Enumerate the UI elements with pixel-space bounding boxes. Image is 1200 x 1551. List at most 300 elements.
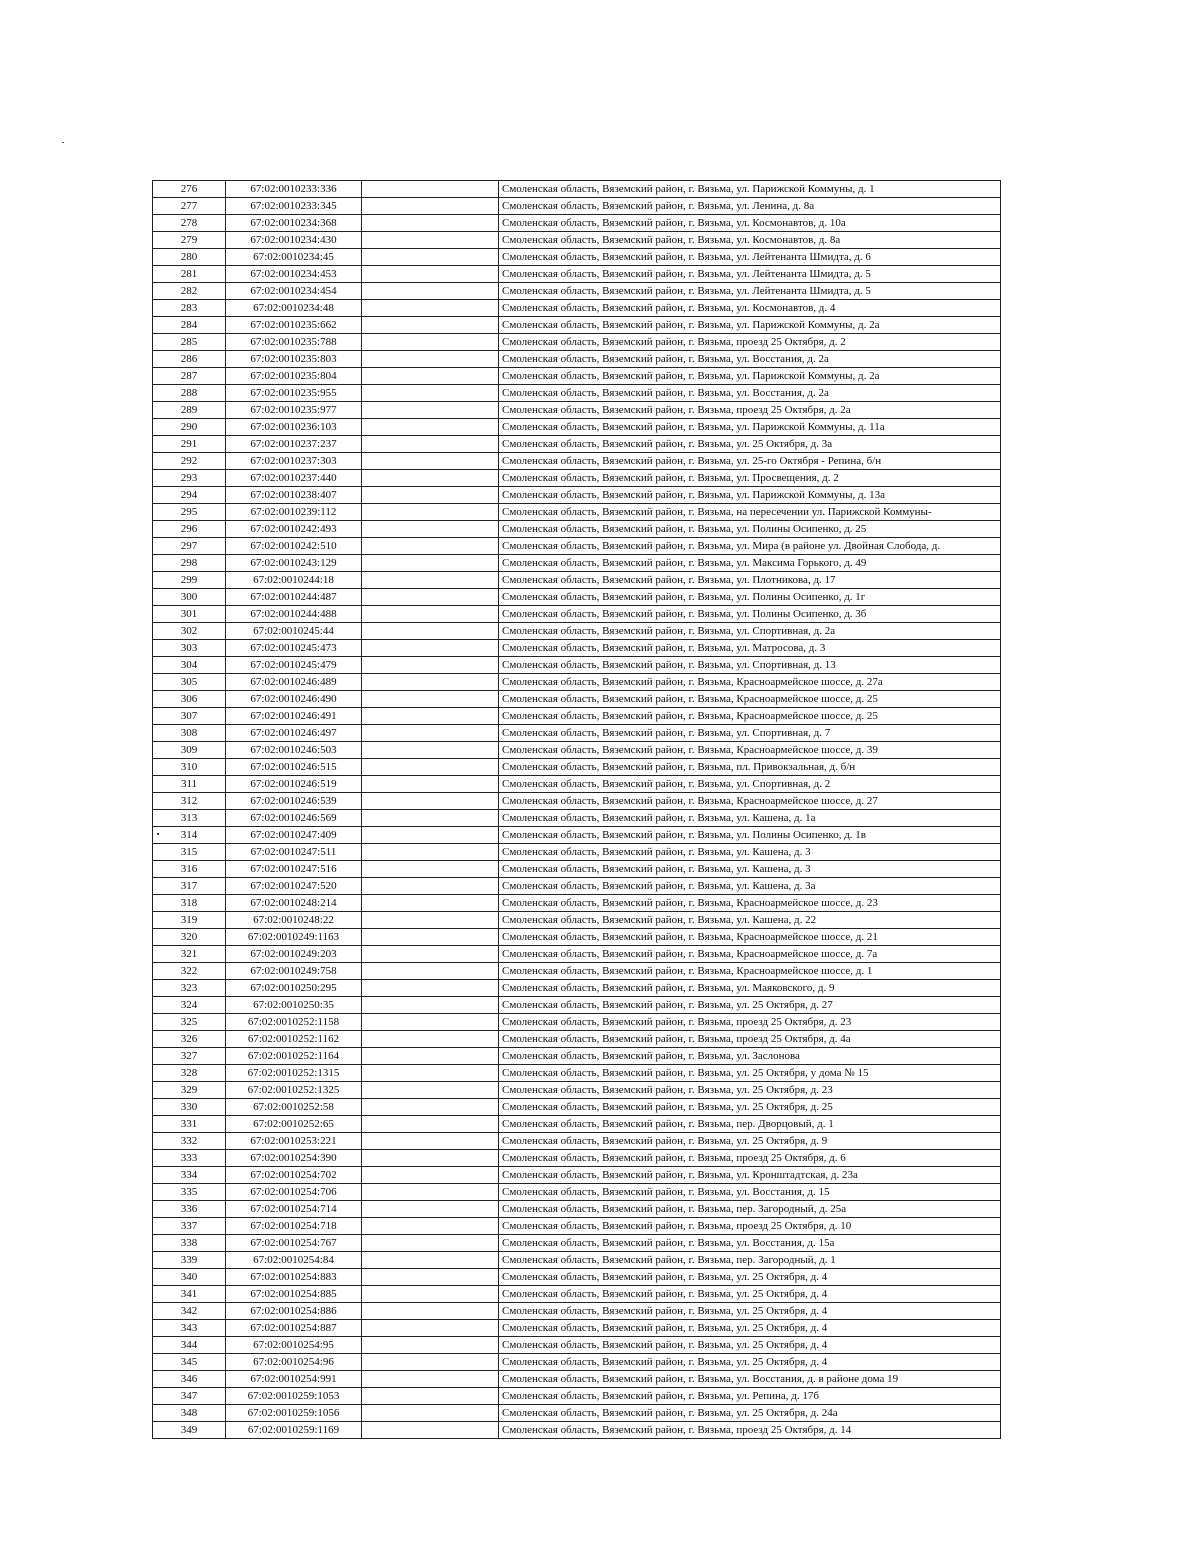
cadastral-number: 67:02:0010254:706 xyxy=(226,1184,362,1201)
cadastral-number: 67:02:0010254:714 xyxy=(226,1201,362,1218)
cadastral-number: 67:02:0010249:758 xyxy=(226,963,362,980)
empty-cell xyxy=(362,606,499,623)
cadastral-number: 67:02:0010246:497 xyxy=(226,725,362,742)
address-cell: Смоленская область, Вяземский район, г. Вязьма, Красноармейское шоссе, д. 23 xyxy=(499,895,1001,912)
table-row xyxy=(153,742,1001,759)
table-row xyxy=(153,572,1001,589)
empty-cell xyxy=(362,538,499,555)
table-row xyxy=(153,776,1001,793)
table-row xyxy=(153,725,1001,742)
row-number: 294 xyxy=(153,487,226,504)
address-cell: Смоленская область, Вяземский район, г. Вязьма, Красноармейское шоссе, д. 7а xyxy=(499,946,1001,963)
row-number: 336 xyxy=(153,1201,226,1218)
address-cell: Смоленская область, Вяземский район, г. Вязьма, ул. Спортивная, д. 2а xyxy=(499,623,1001,640)
empty-cell xyxy=(362,1320,499,1337)
address-cell: Смоленская область, Вяземский район, г. Вязьма, ул. Полины Осипенко, д. 25 xyxy=(499,521,1001,538)
row-number: 308 xyxy=(153,725,226,742)
empty-cell xyxy=(362,1116,499,1133)
empty-cell xyxy=(362,215,499,232)
address-cell: Смоленская область, Вяземский район, г. Вязьма, ул. 25 Октября, д. 4 xyxy=(499,1354,1001,1371)
address-cell: Смоленская область, Вяземский район, г. Вязьма, ул. Мира (в районе ул. Двойная Слобода, д. xyxy=(499,538,1001,555)
empty-cell xyxy=(362,895,499,912)
row-number: 333 xyxy=(153,1150,226,1167)
address-cell: Смоленская область, Вяземский район, г. Вязьма, ул. Кашена, д. 3 xyxy=(499,844,1001,861)
address-cell: Смоленская область, Вяземский район, г. Вязьма, ул. 25 Октября, д. 27 xyxy=(499,997,1001,1014)
empty-cell xyxy=(362,317,499,334)
table-row xyxy=(153,691,1001,708)
address-cell: Смоленская область, Вяземский район, г. Вязьма, ул. Матросова, д. 3 xyxy=(499,640,1001,657)
row-number: 320 xyxy=(153,929,226,946)
table-row xyxy=(153,181,1001,198)
address-cell: Смоленская область, Вяземский район, г. Вязьма, ул. Кашена, д. 1а xyxy=(499,810,1001,827)
table-row xyxy=(153,1150,1001,1167)
cadastral-number: 67:02:0010246:515 xyxy=(226,759,362,776)
row-number: 279 xyxy=(153,232,226,249)
empty-cell xyxy=(362,334,499,351)
empty-cell xyxy=(362,181,499,198)
row-number: 323 xyxy=(153,980,226,997)
row-number: 277 xyxy=(153,198,226,215)
empty-cell xyxy=(362,759,499,776)
cadastral-number: 67:02:0010246:491 xyxy=(226,708,362,725)
empty-cell xyxy=(362,691,499,708)
address-cell: Смоленская область, Вяземский район, г. Вязьма, ул. Кронштадтская, д. 23а xyxy=(499,1167,1001,1184)
empty-cell xyxy=(362,419,499,436)
address-cell: Смоленская область, Вяземский район, г. Вязьма, ул. Восстания, д. в районе дома 19 xyxy=(499,1371,1001,1388)
address-cell: Смоленская область, Вяземский район, г. Вязьма, ул. Восстания, д. 15а xyxy=(499,1235,1001,1252)
empty-cell xyxy=(362,283,499,300)
row-number: 287 xyxy=(153,368,226,385)
cadastral-number: 67:02:0010239:112 xyxy=(226,504,362,521)
table-row xyxy=(153,1371,1001,1388)
table-row xyxy=(153,759,1001,776)
row-number: 331 xyxy=(153,1116,226,1133)
empty-cell xyxy=(362,249,499,266)
row-number: 349 xyxy=(153,1422,226,1439)
address-cell: Смоленская область, Вяземский район, г. Вязьма, пер. Загородный, д. 1 xyxy=(499,1252,1001,1269)
empty-cell xyxy=(362,1388,499,1405)
cadastral-number: 67:02:0010234:368 xyxy=(226,215,362,232)
table-row xyxy=(153,1320,1001,1337)
row-number: 332 xyxy=(153,1133,226,1150)
cadastral-number: 67:02:0010254:886 xyxy=(226,1303,362,1320)
row-number: 302 xyxy=(153,623,226,640)
table-row xyxy=(153,300,1001,317)
address-cell: Смоленская область, Вяземский район, г. Вязьма, ул. 25 Октября, д. 23 xyxy=(499,1082,1001,1099)
address-cell: Смоленская область, Вяземский район, г. Вязьма, ул. Лейтенанта Шмидта, д. 6 xyxy=(499,249,1001,266)
address-cell: Смоленская область, Вяземский район, г. Вязьма, ул. Репина, д. 17б xyxy=(499,1388,1001,1405)
address-cell: Смоленская область, Вяземский район, г. Вязьма, проезд 25 Октября, д. 4а xyxy=(499,1031,1001,1048)
empty-cell xyxy=(362,861,499,878)
address-cell: Смоленская область, Вяземский район, г. Вязьма, ул. 25 Октября, д. 4 xyxy=(499,1286,1001,1303)
address-cell: Смоленская область, Вяземский район, г. Вязьма, ул. Космонавтов, д. 4 xyxy=(499,300,1001,317)
table-row xyxy=(153,1031,1001,1048)
address-cell: Смоленская область, Вяземский район, г. Вязьма, ул. Парижской Коммуны, д. 2а xyxy=(499,368,1001,385)
cadastral-number: 67:02:0010254:95 xyxy=(226,1337,362,1354)
row-number: 305 xyxy=(153,674,226,691)
empty-cell xyxy=(362,1099,499,1116)
cadastral-number: 67:02:0010237:303 xyxy=(226,453,362,470)
table-row xyxy=(153,351,1001,368)
address-cell: Смоленская область, Вяземский район, г. Вязьма, пер. Загородный, д. 25а xyxy=(499,1201,1001,1218)
empty-cell xyxy=(362,572,499,589)
address-cell: Смоленская область, Вяземский район, г. Вязьма, ул. Спортивная, д. 7 xyxy=(499,725,1001,742)
row-number: 330 xyxy=(153,1099,226,1116)
row-number: 284 xyxy=(153,317,226,334)
address-cell: Смоленская область, Вяземский район, г. Вязьма, пер. Дворцовый, д. 1 xyxy=(499,1116,1001,1133)
table-row xyxy=(153,606,1001,623)
cadastral-number: 67:02:0010234:48 xyxy=(226,300,362,317)
address-cell: Смоленская область, Вяземский район, г. Вязьма, ул. Ленина, д. 8а xyxy=(499,198,1001,215)
table-row xyxy=(153,997,1001,1014)
table-row xyxy=(153,1014,1001,1031)
cadastral-number: 67:02:0010254:84 xyxy=(226,1252,362,1269)
row-number: 339 xyxy=(153,1252,226,1269)
address-cell: Смоленская область, Вяземский район, г. Вязьма, ул. Максима Горького, д. 49 xyxy=(499,555,1001,572)
row-number: 290 xyxy=(153,419,226,436)
cadastral-number: 67:02:0010252:1158 xyxy=(226,1014,362,1031)
cadastral-number: 67:02:0010235:662 xyxy=(226,317,362,334)
row-number: 343 xyxy=(153,1320,226,1337)
row-number: 292 xyxy=(153,453,226,470)
address-cell: Смоленская область, Вяземский район, г. Вязьма, ул. Маяковского, д. 9 xyxy=(499,980,1001,997)
empty-cell xyxy=(362,929,499,946)
table-row xyxy=(153,215,1001,232)
row-number: 326 xyxy=(153,1031,226,1048)
table-row xyxy=(153,1099,1001,1116)
empty-cell xyxy=(362,878,499,895)
cadastral-number: 67:02:0010242:493 xyxy=(226,521,362,538)
table-row xyxy=(153,1201,1001,1218)
cadastral-number: 67:02:0010246:489 xyxy=(226,674,362,691)
empty-cell xyxy=(362,1082,499,1099)
empty-cell xyxy=(362,793,499,810)
empty-cell xyxy=(362,504,499,521)
row-number: 325 xyxy=(153,1014,226,1031)
table-row xyxy=(153,1167,1001,1184)
cadastral-number: 67:02:0010243:129 xyxy=(226,555,362,572)
cadastral-number: 67:02:0010252:1164 xyxy=(226,1048,362,1065)
table-row xyxy=(153,589,1001,606)
empty-cell xyxy=(362,1065,499,1082)
table-row xyxy=(153,708,1001,725)
table-row xyxy=(153,1303,1001,1320)
address-cell: Смоленская область, Вяземский район, г. Вязьма, пл. Привокзальная, д. б/н xyxy=(499,759,1001,776)
empty-cell xyxy=(362,776,499,793)
empty-cell xyxy=(362,1252,499,1269)
row-number: 293 xyxy=(153,470,226,487)
empty-cell xyxy=(362,1269,499,1286)
address-cell: Смоленская область, Вяземский район, г. Вязьма, ул. Лейтенанта Шмидта, д. 5 xyxy=(499,283,1001,300)
table-row xyxy=(153,317,1001,334)
table-row xyxy=(153,1269,1001,1286)
row-number: 278 xyxy=(153,215,226,232)
empty-cell xyxy=(362,589,499,606)
table-row xyxy=(153,1218,1001,1235)
row-number: 304 xyxy=(153,657,226,674)
empty-cell xyxy=(362,402,499,419)
row-number: 341 xyxy=(153,1286,226,1303)
row-number: 321 xyxy=(153,946,226,963)
cadastral-number: 67:02:0010254:991 xyxy=(226,1371,362,1388)
row-number: 313 xyxy=(153,810,226,827)
cadastral-number: 67:02:0010245:479 xyxy=(226,657,362,674)
address-cell: Смоленская область, Вяземский район, г. Вязьма, проезд 25 Октября, д. 10 xyxy=(499,1218,1001,1235)
table-row xyxy=(153,929,1001,946)
row-number: 301 xyxy=(153,606,226,623)
row-number: 312 xyxy=(153,793,226,810)
cadastral-number: 67:02:0010253:221 xyxy=(226,1133,362,1150)
table-row xyxy=(153,1337,1001,1354)
row-number: 298 xyxy=(153,555,226,572)
table-row xyxy=(153,1354,1001,1371)
empty-cell xyxy=(362,1337,499,1354)
cadastral-number: 67:02:0010234:430 xyxy=(226,232,362,249)
cadastral-number: 67:02:0010248:214 xyxy=(226,895,362,912)
row-number: 307 xyxy=(153,708,226,725)
empty-cell xyxy=(362,1371,499,1388)
table-row xyxy=(153,963,1001,980)
address-cell: Смоленская область, Вяземский район, г. Вязьма, ул. 25 Октября, д. 4 xyxy=(499,1269,1001,1286)
cadastral-number: 67:02:0010235:788 xyxy=(226,334,362,351)
address-cell: Смоленская область, Вяземский район, г. Вязьма, ул. 25 Октября, д. 4 xyxy=(499,1303,1001,1320)
row-number: 280 xyxy=(153,249,226,266)
row-number: 344 xyxy=(153,1337,226,1354)
address-cell: Смоленская область, Вяземский район, г. Вязьма, ул. Заслонова xyxy=(499,1048,1001,1065)
row-number: 345 xyxy=(153,1354,226,1371)
empty-cell xyxy=(362,1303,499,1320)
table-row xyxy=(153,878,1001,895)
cadastral-number: 67:02:0010245:44 xyxy=(226,623,362,640)
cadastral-number: 67:02:0010247:516 xyxy=(226,861,362,878)
row-number: 295 xyxy=(153,504,226,521)
row-number: 310 xyxy=(153,759,226,776)
cadastral-number: 67:02:0010234:453 xyxy=(226,266,362,283)
cadastral-number: 67:02:0010254:887 xyxy=(226,1320,362,1337)
address-cell: Смоленская область, Вяземский район, г. Вязьма, Красноармейское шоссе, д. 27а xyxy=(499,674,1001,691)
cadastral-number: 67:02:0010234:454 xyxy=(226,283,362,300)
cadastral-number: 67:02:0010235:955 xyxy=(226,385,362,402)
empty-cell xyxy=(362,1048,499,1065)
cadastral-number: 67:02:0010247:511 xyxy=(226,844,362,861)
cadastral-number: 67:02:0010234:45 xyxy=(226,249,362,266)
empty-cell xyxy=(362,487,499,504)
empty-cell xyxy=(362,674,499,691)
row-number: 297 xyxy=(153,538,226,555)
empty-cell xyxy=(362,232,499,249)
cadastral-number: 67:02:0010238:407 xyxy=(226,487,362,504)
table-row xyxy=(153,674,1001,691)
empty-cell xyxy=(362,521,499,538)
cadastral-number: 67:02:0010235:804 xyxy=(226,368,362,385)
address-cell: Смоленская область, Вяземский район, г. Вязьма, проезд 25 Октября, д. 2 xyxy=(499,334,1001,351)
row-number: 311 xyxy=(153,776,226,793)
cadastral-number: 67:02:0010246:569 xyxy=(226,810,362,827)
address-cell: Смоленская область, Вяземский район, г. Вязьма, ул. Восстания, д. 2а xyxy=(499,385,1001,402)
address-cell: Смоленская область, Вяземский район, г. Вязьма, ул. 25 Октября, д. 4 xyxy=(499,1320,1001,1337)
table-row xyxy=(153,1133,1001,1150)
cadastral-number: 67:02:0010259:1169 xyxy=(226,1422,362,1439)
table-row xyxy=(153,895,1001,912)
empty-cell xyxy=(362,368,499,385)
empty-cell xyxy=(362,912,499,929)
table-row xyxy=(153,198,1001,215)
empty-cell xyxy=(362,1184,499,1201)
row-number: 335 xyxy=(153,1184,226,1201)
address-cell: Смоленская область, Вяземский район, г. Вязьма, ул. Космонавтов, д. 10а xyxy=(499,215,1001,232)
cadastral-number: 67:02:0010254:883 xyxy=(226,1269,362,1286)
empty-cell xyxy=(362,708,499,725)
table-row xyxy=(153,861,1001,878)
address-cell: Смоленская область, Вяземский район, г. Вязьма, ул. 25 Октября, д. 9 xyxy=(499,1133,1001,1150)
address-cell: Смоленская область, Вяземский район, г. Вязьма, проезд 25 Октября, д. 14 xyxy=(499,1422,1001,1439)
row-number: 340 xyxy=(153,1269,226,1286)
row-number: 317 xyxy=(153,878,226,895)
table-row xyxy=(153,844,1001,861)
cadastral-number: 67:02:0010245:473 xyxy=(226,640,362,657)
empty-cell xyxy=(362,640,499,657)
table-row xyxy=(153,1065,1001,1082)
address-cell: Смоленская область, Вяземский район, г. Вязьма, ул. Парижской Коммуны, д. 13а xyxy=(499,487,1001,504)
table-row xyxy=(153,504,1001,521)
row-number: 282 xyxy=(153,283,226,300)
cadastral-number: 67:02:0010244:487 xyxy=(226,589,362,606)
table-row xyxy=(153,487,1001,504)
table-row xyxy=(153,521,1001,538)
cadastral-number: 67:02:0010259:1056 xyxy=(226,1405,362,1422)
address-cell: Смоленская область, Вяземский район, г. Вязьма, проезд 25 Октября, д. 6 xyxy=(499,1150,1001,1167)
table-row xyxy=(153,827,1001,844)
cadastral-number: 67:02:0010235:977 xyxy=(226,402,362,419)
address-cell: Смоленская область, Вяземский район, г. Вязьма, Красноармейское шоссе, д. 21 xyxy=(499,929,1001,946)
cadastral-number: 67:02:0010254:702 xyxy=(226,1167,362,1184)
address-cell: Смоленская область, Вяземский район, г. Вязьма, ул. 25 Октября, д. 24а xyxy=(499,1405,1001,1422)
empty-cell xyxy=(362,623,499,640)
row-number: 299 xyxy=(153,572,226,589)
table-body xyxy=(153,181,1001,1439)
address-cell: Смоленская область, Вяземский район, г. Вязьма, ул. Парижской Коммуны, д. 2а xyxy=(499,317,1001,334)
empty-cell xyxy=(362,946,499,963)
address-cell: Смоленская область, Вяземский район, г. Вязьма, ул. Лейтенанта Шмидта, д. 5 xyxy=(499,266,1001,283)
table-row xyxy=(153,266,1001,283)
row-number: 291 xyxy=(153,436,226,453)
empty-cell xyxy=(362,1405,499,1422)
empty-cell xyxy=(362,555,499,572)
table-row xyxy=(153,1184,1001,1201)
row-number: 285 xyxy=(153,334,226,351)
row-number: 329 xyxy=(153,1082,226,1099)
table-row xyxy=(153,1235,1001,1252)
empty-cell xyxy=(362,1235,499,1252)
table-row xyxy=(153,453,1001,470)
address-cell: Смоленская область, Вяземский район, г. Вязьма, ул. Парижской Коммуны, д. 1 xyxy=(499,181,1001,198)
address-cell: Смоленская область, Вяземский район, г. Вязьма, ул. Космонавтов, д. 8а xyxy=(499,232,1001,249)
address-cell: Смоленская область, Вяземский район, г. Вязьма, ул. 25-го Октября - Репина, б/н xyxy=(499,453,1001,470)
row-number: 334 xyxy=(153,1167,226,1184)
table-row xyxy=(153,657,1001,674)
cadastral-number: 67:02:0010242:510 xyxy=(226,538,362,555)
empty-cell xyxy=(362,1014,499,1031)
table-row xyxy=(153,385,1001,402)
row-number: 324 xyxy=(153,997,226,1014)
row-number: 316 xyxy=(153,861,226,878)
empty-cell xyxy=(362,453,499,470)
row-number: 283 xyxy=(153,300,226,317)
cadastral-number: 67:02:0010247:520 xyxy=(226,878,362,895)
row-number: 303 xyxy=(153,640,226,657)
row-number: 346 xyxy=(153,1371,226,1388)
address-cell: Смоленская область, Вяземский район, г. Вязьма, ул. 25 Октября, у дома № 15 xyxy=(499,1065,1001,1082)
cadastral-number: 67:02:0010252:1325 xyxy=(226,1082,362,1099)
address-cell: Смоленская область, Вяземский район, г. Вязьма, ул. Плотникова, д. 17 xyxy=(499,572,1001,589)
address-cell: Смоленская область, Вяземский район, г. Вязьма, Красноармейское шоссе, д. 27 xyxy=(499,793,1001,810)
table-row xyxy=(153,640,1001,657)
empty-cell xyxy=(362,1201,499,1218)
empty-cell xyxy=(362,1133,499,1150)
empty-cell xyxy=(362,827,499,844)
address-cell: Смоленская область, Вяземский район, г. Вязьма, ул. Спортивная, д. 2 xyxy=(499,776,1001,793)
row-number: 281 xyxy=(153,266,226,283)
cadastral-number: 67:02:0010250:35 xyxy=(226,997,362,1014)
address-cell: Смоленская область, Вяземский район, г. Вязьма, ул. Восстания, д. 15 xyxy=(499,1184,1001,1201)
address-cell: Смоленская область, Вяземский район, г. Вязьма, ул. Кашена, д. 3 xyxy=(499,861,1001,878)
cadastral-number: 67:02:0010233:345 xyxy=(226,198,362,215)
table-row xyxy=(153,283,1001,300)
cadastral-number: 67:02:0010249:203 xyxy=(226,946,362,963)
address-cell: Смоленская область, Вяземский район, г. Вязьма, Красноармейское шоссе, д. 25 xyxy=(499,691,1001,708)
cadastral-number: 67:02:0010237:237 xyxy=(226,436,362,453)
row-number: 342 xyxy=(153,1303,226,1320)
cadastral-table xyxy=(152,180,1001,1439)
table-row xyxy=(153,1286,1001,1303)
cadastral-number: 67:02:0010252:58 xyxy=(226,1099,362,1116)
address-cell: Смоленская область, Вяземский район, г. Вязьма, ул. Просвещения, д. 2 xyxy=(499,470,1001,487)
empty-cell xyxy=(362,963,499,980)
address-cell: Смоленская область, Вяземский район, г. Вязьма, ул. Спортивная, д. 13 xyxy=(499,657,1001,674)
table-row xyxy=(153,232,1001,249)
cadastral-number: 67:02:0010246:503 xyxy=(226,742,362,759)
row-number: 306 xyxy=(153,691,226,708)
row-number: 309 xyxy=(153,742,226,759)
scan-speck xyxy=(62,142,64,143)
table-row xyxy=(153,1422,1001,1439)
address-cell: Смоленская область, Вяземский район, г. Вязьма, ул. Кашена, д. 22 xyxy=(499,912,1001,929)
cadastral-number: 67:02:0010247:409 xyxy=(226,827,362,844)
empty-cell xyxy=(362,198,499,215)
row-number: 300 xyxy=(153,589,226,606)
cadastral-number: 67:02:0010246:490 xyxy=(226,691,362,708)
row-number: 296 xyxy=(153,521,226,538)
row-number: 315 xyxy=(153,844,226,861)
empty-cell xyxy=(362,266,499,283)
cadastral-number: 67:02:0010252:1162 xyxy=(226,1031,362,1048)
table-row xyxy=(153,946,1001,963)
table-row xyxy=(153,419,1001,436)
table-row xyxy=(153,1388,1001,1405)
address-cell: Смоленская область, Вяземский район, г. Вязьма, ул. 25 Октября, д. 4 xyxy=(499,1337,1001,1354)
table-row xyxy=(153,1252,1001,1269)
row-number: 314 xyxy=(153,827,226,844)
cadastral-number: 67:02:0010233:336 xyxy=(226,181,362,198)
empty-cell xyxy=(362,1354,499,1371)
table-row xyxy=(153,810,1001,827)
row-number: 276 xyxy=(153,181,226,198)
table-row xyxy=(153,249,1001,266)
cadastral-number: 67:02:0010248:22 xyxy=(226,912,362,929)
empty-cell xyxy=(362,1422,499,1439)
table-row xyxy=(153,623,1001,640)
address-cell: Смоленская область, Вяземский район, г. Вязьма, ул. 25 Октября, д. 25 xyxy=(499,1099,1001,1116)
